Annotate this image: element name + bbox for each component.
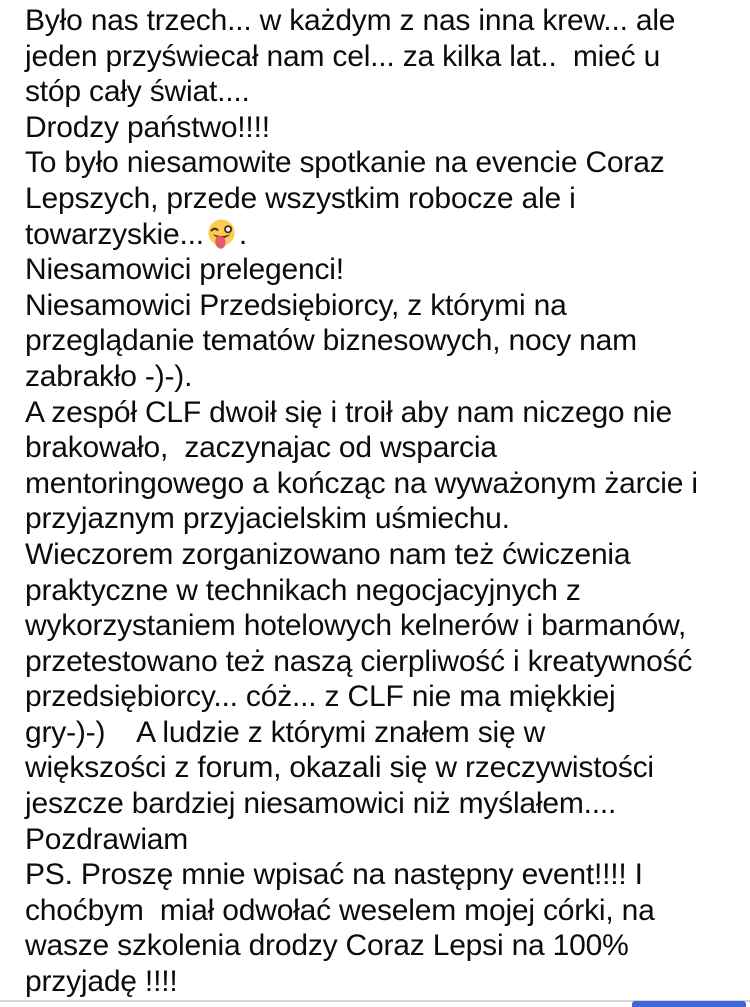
post-text-line: Niesamowici Przedsiębiorcy, z którymi na [25, 288, 567, 322]
send-button-cutoff[interactable] [632, 1001, 746, 1007]
winking-face-with-tongue-emoji [205, 218, 238, 251]
post-text-line: Niesamowici prelegenci! [25, 253, 344, 287]
post-text-line: A zespół CLF dwoił się i troił aby nam niczego nie [25, 395, 672, 429]
post-text-line: gry-)-) A ludzie z którymi znałem się w [25, 715, 546, 749]
post-text-line: przetestowano też naszą cierpliwość i kreatywność [25, 644, 693, 678]
post-text-line: choćbym miał odwołać weselem mojej córki, na [25, 893, 655, 927]
post-text-line: wykorzystaniem hotelowych kelnerów i barmanów, [25, 609, 687, 643]
post-text-line: mentoringowego a kończąc na wyważonym żarcie i [25, 466, 698, 500]
post-text-line: Wieczorem zorganizowano nam też ćwiczenia [25, 537, 631, 571]
post-text-line: większości z forum, okazali się w rzeczywistości [25, 751, 654, 785]
post-text-line: Drodzy państwo!!!! [25, 110, 270, 144]
post-text-line: praktyczne w technikach negocjacyjnych z [25, 573, 581, 607]
post-text-line: przeglądanie tematów biznesowych, nocy nam [25, 324, 637, 358]
post-text-line: przyjaznym przyjacielskim uśmiechu. [25, 502, 510, 536]
post-text-line: jeszcze bardziej niesamowici niż myślałem.... [25, 787, 617, 821]
post-text-line: towarzyskie... . [25, 217, 248, 251]
post-text-line: zabrakło -)-). [25, 359, 193, 393]
post-text-line: przedsiębiorcy... cóż... z CLF nie ma miękkiej [25, 680, 616, 714]
post-text-line: PS. Proszę mnie wpisać na następny event!!!! I [25, 858, 643, 892]
post-text-line: brakowało, zaczynajac od wsparcia [25, 431, 497, 465]
post-text-line: jeden przyświecał nam cel... za kilka lat.. mieć u [25, 39, 661, 73]
post-text-line: To było niesamowite spotkanie na evencie Coraz [25, 146, 665, 180]
post-text-line: Było nas trzech... w każdym z nas inna krew... ale [25, 4, 676, 37]
post-text-line: Lepszych, przede wszystkim robocze ale i [25, 181, 576, 215]
post-text-line: wasze szkolenia drodzy Coraz Lepsi na 100% [25, 929, 629, 963]
post-text-line: stóp cały świat.... [25, 75, 250, 109]
post-text [25, 3, 750, 1000]
post-text-line: Pozdrawiam [25, 822, 189, 856]
post-text-line: przyjadę !!!! [25, 965, 178, 999]
